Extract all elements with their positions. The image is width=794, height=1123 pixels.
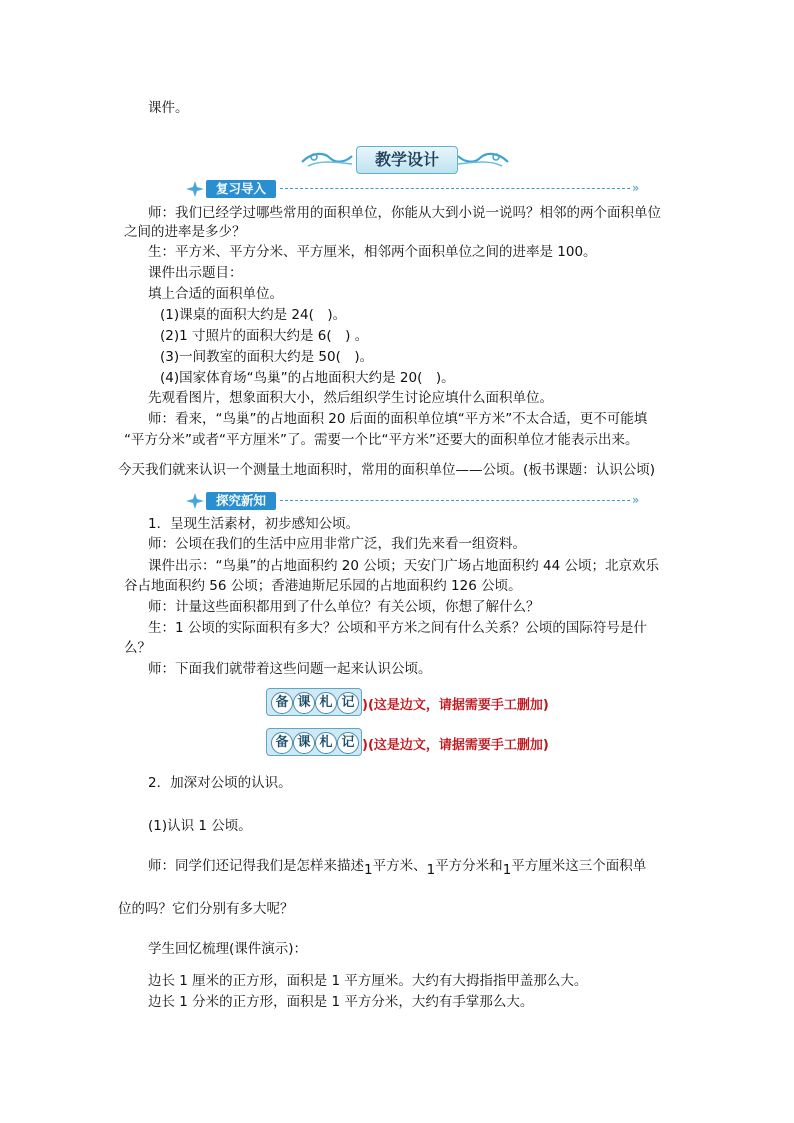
explore-line-3: 课件出示：“鸟巢”的占地面积约 20 公顷；天安门广场占地面积约 44 公顷；北京欢乐 [148,558,660,574]
explore-line-7: 么？ [124,640,151,656]
section-header-review [184,180,644,198]
note-badge [266,688,362,716]
dashed-line [280,500,630,501]
review-line-4: 课件出示题目： [148,265,243,281]
deepen-line-4: 位的吗？它们分别有多大呢？ [118,901,294,917]
deepen-line-7: 边长 1 分米的正方形，面积是 1 平方分米，大约有手掌那么大。 [148,994,534,1010]
review-item-2: (2)1 寸照片的面积大约是 6( ) 。 [160,328,369,344]
deepen-line-3-part: 平方厘米这三个面积单 [511,858,647,874]
note-banner-2 [266,728,566,756]
section-title-review: 复习导入 [206,180,276,198]
note-char: 备 [271,692,293,714]
review-item-1: (1)课桌的面积大约是 24( )。 [160,307,347,323]
deepen-number: 1 [426,862,436,878]
explore-line-2: 师：公顷在我们的生活中应用非常广泛，我们先来看一组资料。 [148,536,526,552]
top-text: 课件。 [148,100,189,116]
deepen-number: 1 [502,862,512,878]
note-char: 札 [315,692,337,714]
note-char: 记 [337,692,359,714]
review-line-9: 今天我们就来认识一个测量土地面积时，常用的面积单位——公顷。(板书课题：认识公顷) [118,462,656,478]
review-item-3: (3)一间教室的面积大约是 50( )。 [160,349,374,365]
sparkle-icon [184,492,206,510]
explore-line-4: 谷占地面积约 56 公顷；香港迪斯尼乐园的占地面积约 126 公顷。 [124,578,522,594]
explore-line-8: 师：下面我们就带着这些问题一起来认识公顷。 [148,661,432,677]
note-char: 札 [315,732,337,754]
deepen-number: 1 [364,862,373,878]
note-text: )(这是边文，请据需要手工删加) [362,698,549,713]
dashed-line [280,188,630,189]
deepen-line-3 [148,856,646,876]
note-char: 课 [293,692,315,714]
deepen-line-2: (1)认识 1 公顷。 [148,818,252,834]
note-badge [266,728,362,756]
review-line-1: 师：我们已经学过哪些常用的面积单位，你能从大到小说一说吗？相邻的两个面积单位 [148,205,661,221]
deepen-line-6: 边长 1 厘米的正方形，面积是 1 平方厘米。大约有大拇指指甲盖那么大。 [148,973,588,989]
review-line-7: 师：看来，“鸟巢”的占地面积 20 后面的面积单位填“平方米”不太合适，更不可能填 [148,411,648,427]
deepen-line-1: 2．加深对公顷的认识。 [148,775,292,791]
deepen-line-5: 学生回忆梳理(课件演示)： [148,941,308,957]
review-line-2: 之间的进率是多少？ [124,224,246,240]
note-char: 课 [293,732,315,754]
explore-line-1: 1．呈现生活素材，初步感知公顷。 [148,516,360,532]
section-title-explore: 探究新知 [206,492,276,510]
note-char: 记 [337,732,359,754]
review-line-8: “平方分米”或者“平方厘米”了。需要一个比“平方米”还要大的面积单位才能表示出来。 [124,432,639,448]
deepen-line-3-part: 师：同学们还记得我们是怎样来描述 [148,858,364,874]
deepen-line-3-part: 平方米、 [372,858,427,874]
deepen-line-3-part: 平方分米和 [435,858,503,874]
note-text: )(这是边文，请据需要手工删加) [362,738,549,753]
note-char: 备 [271,732,293,754]
double-arrow-icon: » [632,181,640,195]
banner-title: 教学设计 [356,146,458,174]
review-line-3: 生：平方米、平方分米、平方厘米，相邻两个面积单位之间的进率是 100。 [148,244,597,260]
note-banner-1 [266,688,566,716]
double-arrow-icon: » [632,493,640,507]
review-line-6: 先观看图片，想象面积大小，然后组织学生讨论应填什么面积单位。 [148,390,553,406]
explore-line-6: 生：1 公顷的实际面积有多大？公顷和平方米之间有什么关系？公顷的国际符号是什 [148,620,647,636]
explore-line-5: 师：计量这些面积都用到了什么单位？有关公顷，你想了解什么？ [148,599,540,615]
review-line-5: 填上合适的面积单位。 [148,286,283,302]
sparkle-icon [184,180,206,198]
section-banner [300,142,510,174]
review-item-4: (4)国家体育场“鸟巢”的占地面积大约是 20( )。 [160,370,455,386]
section-header-explore [184,492,644,510]
